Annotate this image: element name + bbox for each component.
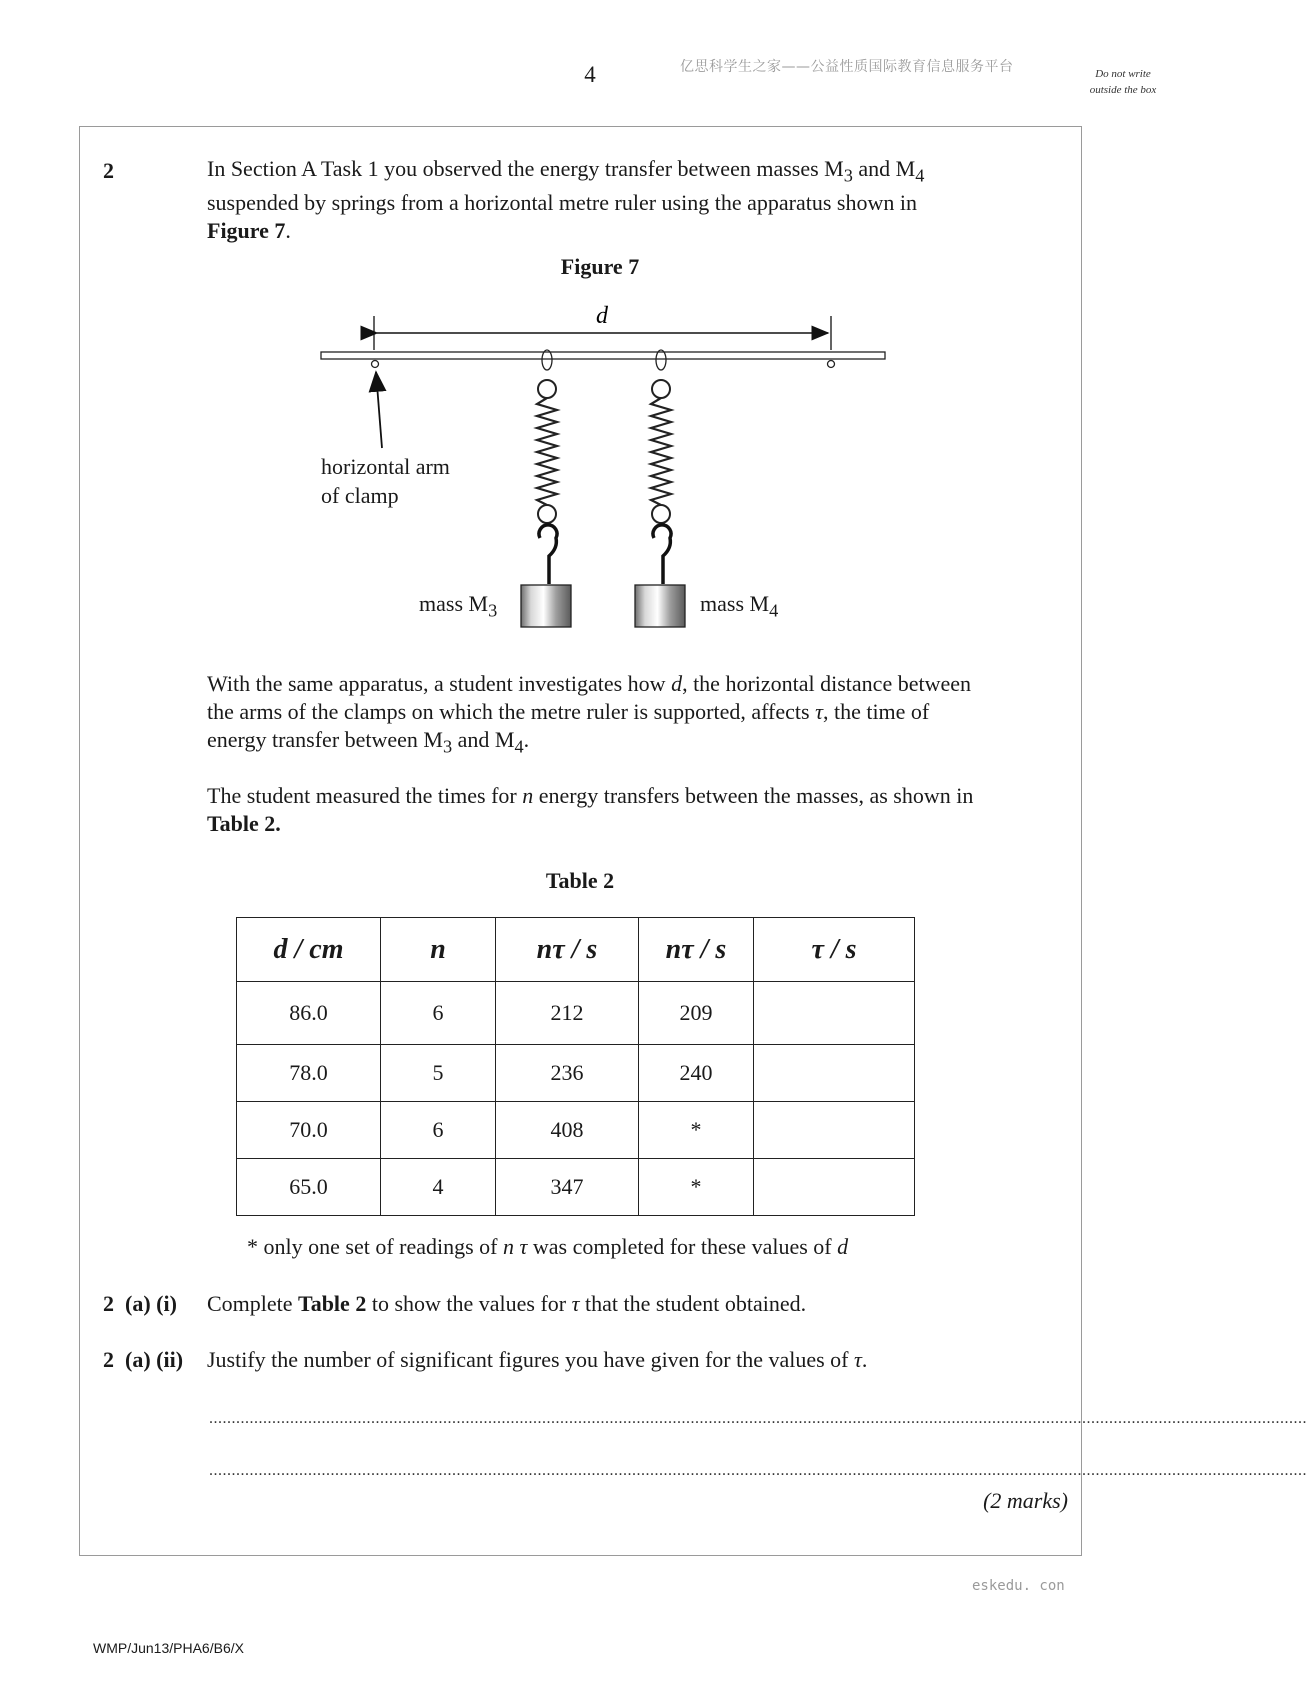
table-title: Table 2 bbox=[545, 868, 615, 893]
part-a-ii-label: 2 (a) (ii) bbox=[103, 1347, 184, 1372]
mass-m3-label: mass $M_3$ bbox=[419, 591, 498, 621]
clamp-arm-label: horizontal arm of clamp bbox=[321, 454, 450, 508]
clamp-arm-left bbox=[372, 361, 379, 368]
data-table bbox=[236, 917, 915, 1216]
marks-label: (2 marks) bbox=[983, 1488, 1068, 1513]
clamp-pointer-arrow bbox=[376, 372, 382, 448]
spring-m4 bbox=[651, 350, 671, 584]
header-ntau-1: nτ / s bbox=[496, 918, 639, 982]
table-row: 65.0 4 347 * bbox=[237, 1159, 915, 1216]
intro-text: In Section A Task 1 you observed the energy transfer between masses M bbox=[207, 156, 844, 181]
header-n: n bbox=[381, 918, 496, 982]
figure-title: Figure 7 bbox=[560, 254, 640, 279]
table-row: 86.0 6 212 209 bbox=[237, 982, 915, 1045]
tau-answer-cell[interactable] bbox=[754, 982, 915, 1045]
spring-m3 bbox=[537, 350, 557, 584]
description-paragraph: With the same apparatus, a student investigates how d, the horizontal distance between the arms of the clamps on which the metre ruler is supported, affects τ, the time of energy transfer between $M_3$ and $M_4$. bbox=[207, 671, 972, 757]
mass-m4-label: mass $M_4$ bbox=[700, 591, 779, 621]
margin-note: Do not write outside the box bbox=[1089, 68, 1157, 96]
header-tau: τ / s bbox=[754, 918, 915, 982]
table-row: 70.0 6 408 * bbox=[237, 1102, 915, 1159]
tau-answer-cell[interactable] bbox=[754, 1045, 915, 1102]
answer-line[interactable]: .................................................................................................................................................................................................................................................... bbox=[209, 1410, 1307, 1427]
table-header-row bbox=[237, 918, 915, 982]
apparatus-diagram bbox=[0, 0, 1190, 700]
mass-m4 bbox=[635, 585, 685, 627]
part-a-i-text: Complete Table 2 to show the values for τ that the student obtained. bbox=[207, 1291, 807, 1316]
measurement-paragraph: The student measured the times for n energy transfers between the masses, as shown in Table 2. bbox=[207, 783, 974, 836]
header-ntau-2: nτ / s bbox=[639, 918, 754, 982]
tau-answer-cell[interactable] bbox=[754, 1102, 915, 1159]
table-reference: Table 2. bbox=[207, 811, 281, 836]
figure-reference: Figure 7 bbox=[207, 218, 286, 244]
tau-answer-cell[interactable] bbox=[754, 1159, 915, 1216]
metre-ruler bbox=[321, 352, 885, 359]
page-number: 4 bbox=[584, 62, 596, 87]
part-a-i-label: 2 (a) (i) bbox=[103, 1291, 177, 1316]
question-number: 2 bbox=[103, 158, 114, 183]
table-row: 78.0 5 236 240 bbox=[237, 1045, 915, 1102]
footer-code: WMP/Jun13/PHA6/B6/X bbox=[93, 1640, 244, 1656]
question-intro: In Section A Task 1 you observed the energy transfer between masses $M_3$ and $M_4$ suspended by springs from a horizontal metre ruler using the apparatus shown in Figure 7. bbox=[207, 156, 925, 244]
table-footnote: * only one set of readings of n τ was completed for these values of d bbox=[247, 1234, 849, 1259]
footer-site: eskedu. con bbox=[972, 1578, 1065, 1594]
header-d: d / cm bbox=[237, 918, 381, 982]
clamp-arm-right bbox=[828, 361, 835, 368]
watermark: 亿思科学生之家——公益性质国际教育信息服务平台 bbox=[680, 59, 1014, 75]
mass-m3 bbox=[521, 585, 571, 627]
answer-line[interactable]: .................................................................................................................................................................................................................................................... bbox=[209, 1462, 1307, 1479]
part-a-ii-text: Justify the number of significant figures you have given for the values of τ. bbox=[207, 1347, 868, 1372]
d-label: d bbox=[596, 303, 608, 329]
